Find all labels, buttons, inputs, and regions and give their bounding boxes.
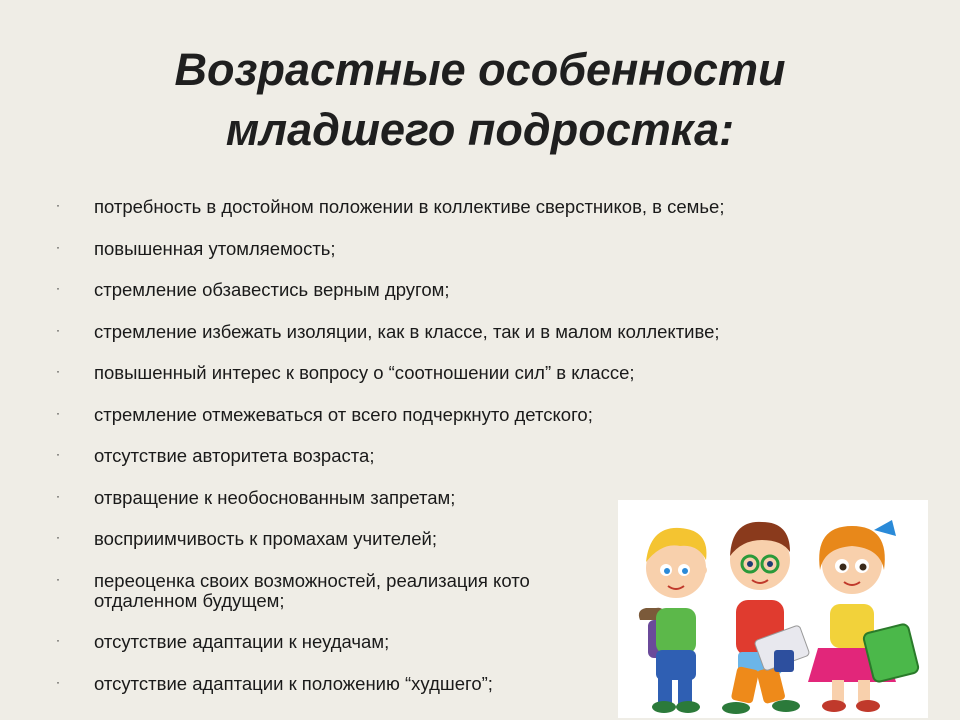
- list-item-text: отсутствие адаптации к положению “худшего”;: [94, 672, 493, 694]
- bullet-icon: ·: [56, 447, 60, 461]
- bullet-icon: ·: [56, 633, 60, 647]
- boy-middle-figure: [722, 522, 810, 714]
- list-item: [56, 322, 936, 342]
- list-item-text: отсутствие авторитета возраста;: [94, 445, 375, 466]
- list-item: [56, 446, 936, 466]
- slide-title: [0, 40, 960, 160]
- title-line-1: Возрастные особенности: [174, 44, 786, 95]
- bullet-icon: ·: [56, 530, 60, 544]
- list-item-text: переоценка своих возможностей, реализация кото отдаленном будущем;: [94, 569, 530, 611]
- list-item-text: стремление отмежеваться от всего подчеркнуто детского;: [94, 403, 593, 425]
- list-item-text: стремление избежать изоляции, как в классе, так и в малом коллективе;: [94, 320, 720, 342]
- list-item-text: отвращение к необоснованным запретам;: [94, 486, 456, 508]
- title-line-2: младшего подростка:: [225, 104, 735, 155]
- bullet-icon: ·: [56, 198, 60, 212]
- list-item-text: повышенный интерес к вопросу о “соотношении сил” в классе;: [94, 362, 635, 383]
- three-cartoon-children-icon: [618, 500, 928, 718]
- bullet-icon: ·: [56, 322, 60, 337]
- list-item: [56, 405, 936, 425]
- bullet-icon: ·: [56, 364, 60, 378]
- bullet-icon: ·: [56, 239, 60, 254]
- list-item: [56, 239, 936, 259]
- bullet-icon: ·: [56, 281, 60, 295]
- list-item: [56, 197, 936, 217]
- bullet-icon: ·: [56, 674, 60, 689]
- list-item-text: отсутствие адаптации к неудачам;: [94, 631, 390, 652]
- boy-left-figure: [639, 528, 707, 713]
- girl-right-figure: [808, 520, 919, 712]
- list-item-text: повышенная утомляемость;: [94, 237, 336, 259]
- list-item-text: стремление обзавестись верным другом;: [94, 279, 450, 300]
- list-item-text: восприимчивость к промахам учителей;: [94, 528, 437, 549]
- bullet-icon: ·: [56, 571, 60, 586]
- list-item: [56, 280, 936, 300]
- bullet-icon: ·: [56, 405, 60, 420]
- list-item: [56, 363, 936, 383]
- bullet-icon: ·: [56, 488, 60, 503]
- list-item-text: потребность в достойном положении в коллективе сверстников, в семье;: [94, 196, 725, 217]
